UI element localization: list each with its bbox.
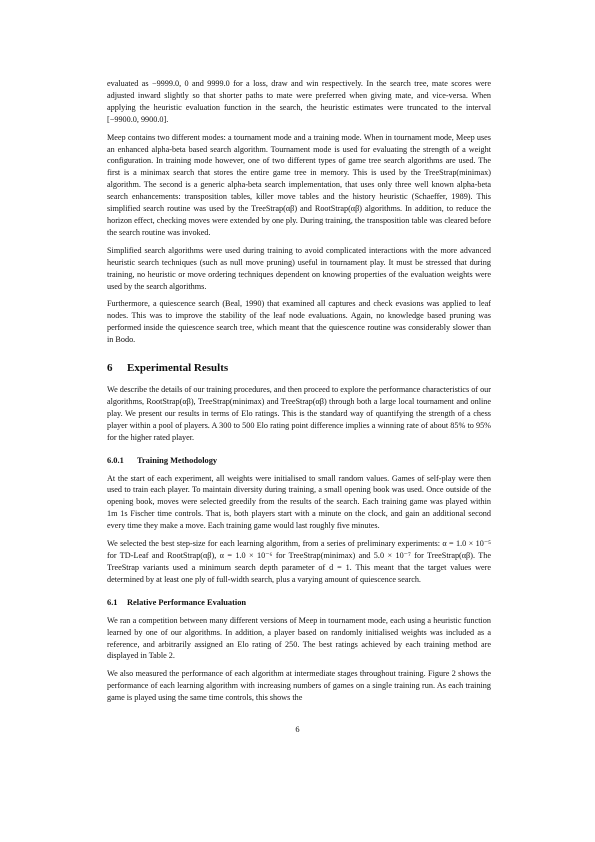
paragraph-step-size: We selected the best step-size for each learning algorithm, from a series of preliminary experiments: α = 1.0 × 10⁻⁵ for TD-Leaf and RootStrap(αβ), α = 1.0 × 10⁻⁶ for TreeStrap(minimax) and 5.0 × 10⁻⁷ for TreeStrap(αβ). The TreeStrap variants used a minimum search depth parameter of d = 1. This meant that the target values were determined by at least one ply of full-width search, plus a varying amount of quiescence search. xyxy=(107,539,491,584)
paragraph-training-start: At the start of each experiment, all weights were initialised to small random values. Games of self-play were then used to train each player. To maintain diversity during training, a small opening book was used. Once outside of the opening book, moves were selected greedily from the results of the search. Each training game was played within 1m 1s Fischer time controls. That is, both players start with a minute on the clock, and gain an additional second every time they make a move. Each training game would last roughly five minutes. xyxy=(107,473,491,531)
subsection-heading-relative-performance xyxy=(107,598,491,607)
page-body xyxy=(107,78,491,710)
paragraph-meep-modes: Meep contains two different modes: a tournament mode and a training mode. When in tournament mode, Meep uses an enhanced alpha-beta based search algorithm. Tournament mode is used for evaluating the strength of a weight configuration. In training mode however, one of two different types of game tree search algorithms are used. The first is a minimax search that stores the entire game tree in memory. This is used by the TreeStrap(minimax) algorithm. The second is a generic alpha-beta search implementation, that uses only three well known alpha-beta search enhancements: transposition tables, killer move tables and the history heuristic (Schaeffer, 1989). This simplified search routine was used by the TreeStrap(αβ) and RootStrap(αβ) algorithms. In addition, to reduce the horizon effect, checking moves were extended by one ply. During training, the transposition table was cleared before the search routine was invoked. xyxy=(107,132,491,237)
subsection-number: 6.0.1 xyxy=(107,455,124,465)
paragraph-competition: We ran a competition between many different versions of Meep in tournament mode, each using a heuristic function learned by one of our algorithms. In addition, a player based on randomly initialised weights was included as a reference, and arbitrarily assigned an Elo rating of 250. The best ratings achieved by each training method are displayed in Table 2. xyxy=(107,615,491,661)
paragraph-quiescence: Furthermore, a quiescence search (Beal, 1990) that examined all captures and check evasions was applied to leaf nodes. This was to improve the stability of the leaf node evaluations. Again, no knowledge based pruning was performed inside the quiescence search tree, which meant that the quiescence routine was considerably slower than in Bodo. xyxy=(107,299,491,345)
subsection-heading-training-methodology xyxy=(107,456,491,465)
section-heading-experimental-results xyxy=(107,362,491,374)
subsection-title: Relative Performance Evaluation xyxy=(127,597,247,607)
paragraph-intermediate-stages: We also measured the performance of each algorithm at intermediate stages throughout training. Figure 2 shows the performance of each learning algorithm with increasing numbers of games on a single training run. As each training game is played using the same time controls, this shows the xyxy=(107,669,491,703)
paragraph-experimental-intro: We describe the details of our training procedures, and then proceed to explore the performance characteristics of our algorithms, RootStrap(αβ), TreeStrap(minimax) and TreeStrap(αβ) through both a large local tournament and online play. We present our results in terms of Elo ratings. This is the standard way of quantifying the strength of a chess player within a pool of players. A 300 to 500 Elo rating point difference implies a winning rate of about 85% to 95% for the higher rated player. xyxy=(107,385,491,442)
paragraph-eval-range: evaluated as −9999.0, 0 and 9999.0 for a loss, draw and win respectively. In the search tree, mate scores were adjusted inward slightly so that shorter paths to mate were preferred when giving mate, and vice-versa. When applying the heuristic evaluation function in the search, the heuristic estimates were truncated to the interval [−9900.0, 9900.0]. xyxy=(107,79,491,124)
page-number: 6 xyxy=(295,725,300,734)
paragraph-simplified-search: Simplified search algorithms were used during training to avoid complicated interactions with the more advanced heuristic search techniques (such as null move pruning) useful in tournament play. It must be stressed that during training, no heuristic or move ordering techniques dependent on knowing properties of the evaluation weights were used by the search algorithms. xyxy=(107,245,491,291)
section-title: Experimental Results xyxy=(127,362,229,375)
section-number: 6 xyxy=(107,362,113,375)
subsection-number: 6.1 xyxy=(107,597,118,607)
subsection-title: Training Methodology xyxy=(137,455,218,465)
